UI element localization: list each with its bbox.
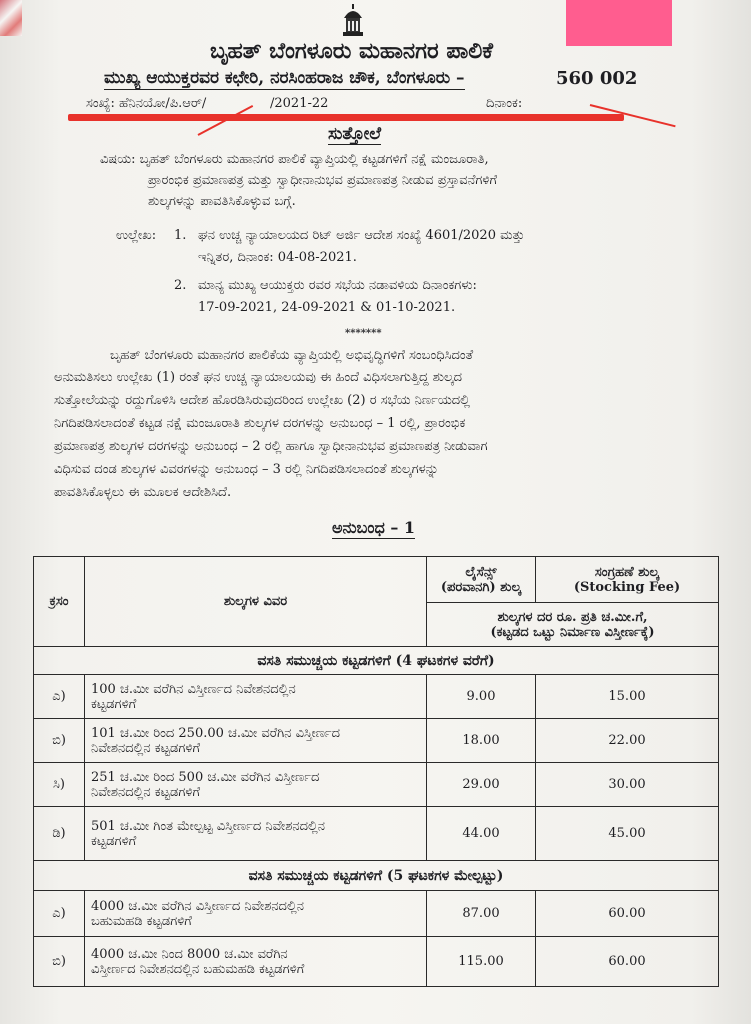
body-line-5: ಪ್ರಮಾಣಪತ್ರ ಶುಲ್ಕಗಳ ದರಗಳನ್ನು ಅನುಬಂಧ – 2 ರಲ್ಲಿ ಹಾಗೂ ಸ್ವಾಧೀನಾನುಭವ ಪ್ರಮಾಣಪತ್ರ ನೀಡುವಾಗ — [54, 439, 488, 454]
row-description — [85, 937, 427, 987]
header-rate — [427, 603, 719, 647]
subject-line-1: ವಿಷಯ: ಬೃಹತ್ ಬೆಂಗಳೂರು ಮಹಾನಗರ ಪಾಲಿಕೆ ವ್ಯಾಪ್ತಿಯಲ್ಲಿ ಕಟ್ಟಡಗಳಿಗೆ ನಕ್ಷೆ ಮಂಜೂರಾತಿ, — [100, 152, 489, 167]
body-line-6: ವಿಧಿಸುವ ದಂಡ ಶುಲ್ಕಗಳ ವಿವರಗಳನ್ನು ಅನುಬಂಧ – 3 ರಲ್ಲಿ ನಿಗದಿಪಡಿಸಲಾದಂತೆ ಶುಲ್ಕಗಳನ್ನು — [54, 462, 439, 477]
row-index: ಸಿ) — [34, 763, 85, 807]
corner-ribbon-decoration — [0, 0, 22, 36]
desc-line: ಕಟ್ಟಡಗಳಿಗೆ — [91, 833, 137, 849]
header-index: ಕ್ರಸಂ — [34, 557, 85, 647]
separator-stars: ******* — [345, 328, 382, 339]
reference-number: ಸಂಖ್ಯೆ: ಹೆನಿನಯೋ/ಪಿ.ಆರ್/ — [86, 96, 207, 111]
row-description — [85, 719, 427, 763]
table-row — [34, 937, 719, 987]
license-fee: 44.00 — [427, 807, 536, 861]
table-row — [34, 807, 719, 861]
desc-line: 251 ಚ.ಮೀ ರಿಂದ 500 ಚ.ಮೀ ವರೆಗಿನ ವಿಸ್ತೀರ್ಣದ — [91, 769, 320, 785]
stocking-fee: 60.00 — [536, 891, 719, 937]
bbmp-emblem-icon — [339, 4, 367, 38]
table-row — [34, 763, 719, 807]
date-label: ದಿನಾಂಕ: — [486, 96, 523, 111]
body-line-2: ಅನುಮತಿಸಲು ಉಲ್ಲೇಖ (1) ರಂತೆ ಘನ ಉಚ್ಚ ನ್ಯಾಯಾಲಯವು ಈ ಹಿಂದೆ ವಿಧಿಸಲಾಗುತ್ತಿದ್ದ ಶುಲ್ಕದ — [54, 370, 463, 385]
sticky-note — [566, 0, 672, 46]
org-name: ಬೃಹತ್ ಬೆಂಗಳೂರು ಮಹಾನಗರ ಪಾಲಿಕೆ — [210, 38, 494, 64]
desc-line: ಬಹುಮಹಡಿ ಕಟ್ಟಡಗಳಿಗೆ — [91, 913, 192, 929]
license-fee: 87.00 — [427, 891, 536, 937]
body-line-4: ನಿಗದಿಪಡಿಸಲಾದಂತೆ ಕಟ್ಟಡ ನಕ್ಷೆ ಮಂಜೂರಾತಿ ಶುಲ್ಕಗಳ ದರಗಳನ್ನು ಅನುಬಂಧ – 1 ರಲ್ಲಿ, ಪ್ರಾರಂಭಿಕ — [54, 416, 466, 431]
subject-line-3: ಶುಲ್ಕಗಳನ್ನು ಪಾವತಿಸಿಕೊಳ್ಳುವ ಬಗ್ಗೆ. — [148, 194, 296, 209]
header-stock-line-2: (Stocking Fee) — [573, 579, 681, 595]
header-details: ಶುಲ್ಕಗಳ ವಿವರ — [85, 557, 427, 647]
header-stock-line-1: ಸಂಗ್ರಹಣೆ ಶುಲ್ಕ — [594, 564, 660, 580]
circular-title: ಸುತ್ತೋಲೆ — [328, 124, 382, 144]
section-heading-2: ವಸತಿ ಸಮುಚ್ಚಯ ಕಟ್ಟಡಗಳಿಗೆ (5 ಘಟಕಗಳ ಮೇಲ್ಪಟ್ಟು) — [34, 861, 719, 891]
desc-line: 501 ಚ.ಮೀ ಗಿಂತ ಮೇಲ್ಪಟ್ಟ ವಿಸ್ತೀರ್ಣದ ನಿವೇಶನದಲ್ಲಿನ — [91, 818, 326, 834]
table-row — [34, 719, 719, 763]
references-label: ಉಲ್ಲೇಖ: — [116, 228, 157, 243]
red-underline-annotation — [68, 114, 624, 121]
row-index: ಬಿ) — [34, 937, 85, 987]
stocking-fee: 15.00 — [536, 675, 719, 719]
stocking-fee: 30.00 — [536, 763, 719, 807]
annexure-title: ಅನುಬಂಧ – 1 — [332, 518, 416, 537]
desc-line: 101 ಚ.ಮೀ ರಿಂದ 250.00 ಚ.ಮೀ ವರೆಗಿನ ವಿಸ್ತೀರ್ಣದ — [91, 725, 341, 741]
fee-table — [33, 556, 719, 987]
reference-1-line-2: ಇನ್ನಿತರ, ದಿನಾಂಕ: 04-08-2021. — [198, 250, 357, 265]
row-index: ಎ) — [34, 891, 85, 937]
reference-2-line-1: ಮಾನ್ಯ ಮುಖ್ಯ ಆಯುಕ್ತರು ರವರ ಸಭೆಯ ನಡಾವಳಿಯ ದಿನಾಂಕಗಳು: — [198, 278, 477, 293]
desc-line: 4000 ಚ.ಮೀ ವರೆಗಿನ ವಿಸ್ತೀರ್ಣದ ನಿವೇಶನದಲ್ಲಿನ — [91, 898, 305, 914]
desc-line: ನಿವೇಶನದಲ್ಲಿನ ಕಟ್ಟಡಗಳಿಗೆ — [91, 784, 201, 800]
header-stocking-fee — [536, 557, 719, 603]
license-fee: 18.00 — [427, 719, 536, 763]
header-license — [427, 557, 536, 603]
stocking-fee: 45.00 — [536, 807, 719, 861]
desc-line: ವಿಸ್ತೀರ್ಣದ ನಿವೇಶನದಲ್ಲಿನ ಬಹುಮಹಡಿ ಕಟ್ಟಡಗಳಿಗೆ — [91, 961, 305, 977]
body-line-7: ಪಾವತಿಸಿಕೊಳ್ಳಲು ಈ ಮೂಲಕ ಆದೇಶಿಸಿದೆ. — [54, 485, 232, 500]
table-row — [34, 891, 719, 937]
row-index: ಎ) — [34, 675, 85, 719]
row-description — [85, 807, 427, 861]
license-fee: 29.00 — [427, 763, 536, 807]
office-address: ಮುಖ್ಯ ಆಯುಕ್ತರವರ ಕಛೇರಿ, ನರಸಿಂಹರಾಜ ಚೌಕ, ಬೆಂಗಳೂರು – — [104, 68, 465, 88]
reference-2-number: 2. — [174, 278, 187, 293]
row-index: ಡಿ) — [34, 807, 85, 861]
reference-1-line-1: ಘನ ಉಚ್ಚ ನ್ಯಾಯಾಲಯದ ರಿಟ್ ಅರ್ಜಿ ಆದೇಶ ಸಂಖ್ಯೆ 4601/2020 ಮತ್ತು — [198, 228, 525, 243]
header-license-line-2: (ಪರವಾನಗಿ) ಶುಲ್ಕ — [440, 579, 522, 595]
row-description — [85, 763, 427, 807]
body-line-3: ಸುತ್ತೋಲೆಯನ್ನು ರದ್ದುಗೊಳಿಸಿ ಆದೇಶ ಹೊರಡಿಸಿರುವುದರಿಂದ ಉಲ್ಲೇಖ (2) ರ ಸಭೆಯ ನಿರ್ಣಯದಲ್ಲಿ — [54, 393, 470, 408]
license-fee: 9.00 — [427, 675, 536, 719]
stocking-fee: 22.00 — [536, 719, 719, 763]
pincode: 560 002 — [556, 68, 638, 89]
header-rate-line-2: (ಕಟ್ಟಡದ ಒಟ್ಟು ನಿರ್ಮಾಣ ವಿಸ್ತೀರ್ಣಕ್ಕೆ) — [490, 624, 655, 640]
table-row — [34, 675, 719, 719]
desc-line: 100 ಚ.ಮೀ ವರೆಗಿನ ವಿಸ್ತೀರ್ಣದ ನಿವೇಶನದಲ್ಲಿನ — [91, 681, 296, 697]
row-description — [85, 891, 427, 937]
row-description — [85, 675, 427, 719]
reference-year: /2021-22 — [270, 96, 329, 111]
body-line-1: ಬೃಹತ್ ಬೆಂಗಳೂರು ಮಹಾನಗರ ಪಾಲಿಕೆಯ ವ್ಯಾಪ್ತಿಯಲ್ಲಿ ಅಭಿವೃದ್ಧಿಗಳಿಗೆ ಸಂಬಂಧಿಸಿದಂತೆ — [110, 348, 474, 363]
row-index: ಬಿ) — [34, 719, 85, 763]
desc-line: ಕಟ್ಟಡಗಳಿಗೆ — [91, 696, 137, 712]
desc-line: ನಿವೇಶನದಲ್ಲಿನ ಕಟ್ಟಡಗಳಿಗೆ — [91, 740, 201, 756]
license-fee: 115.00 — [427, 937, 536, 987]
subject-line-2: ಪ್ರಾರಂಭಿಕ ಪ್ರಮಾಣಪತ್ರ ಮತ್ತು ಸ್ವಾಧೀನಾನುಭವ ಪ್ರಮಾಣಪತ್ರ ನೀಡುವ ಪ್ರಸ್ತಾವನೆಗಳಿಗೆ — [148, 173, 498, 188]
header-license-line-1: ಲೈಸೆನ್ಸ್ — [465, 564, 497, 580]
desc-line: 4000 ಚ.ಮೀ ನಿಂದ 8000 ಚ.ಮೀ ವರೆಗಿನ — [91, 946, 288, 962]
reference-2-line-2: 17-09-2021, 24-09-2021 & 01-10-2021. — [198, 300, 456, 315]
section-heading-1: ವಸತಿ ಸಮುಚ್ಚಯ ಕಟ್ಟಡಗಳಿಗೆ (4 ಘಟಕಗಳ ವರೆಗೆ) — [34, 647, 719, 675]
stocking-fee: 60.00 — [536, 937, 719, 987]
header-rate-line-1: ಶುಲ್ಕಗಳ ದರ ರೂ. ಪ್ರತಿ ಚ.ಮೀ.ಗೆ, — [497, 609, 648, 625]
reference-1-number: 1. — [174, 228, 187, 243]
